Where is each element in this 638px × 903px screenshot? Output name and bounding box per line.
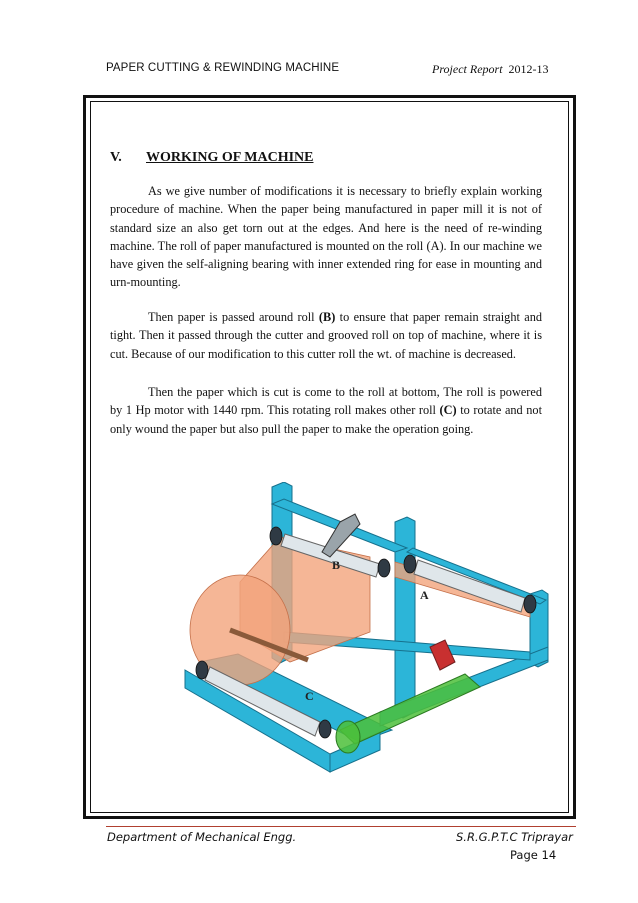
paragraph-3 xyxy=(110,383,542,438)
paragraph-2-text-b: to ensure that paper remain straight and tight. Then it passed through the cutter and grooved roll on top of machine, where it is cut. Because of our modification to this cutter roll the wt. of machine is decreased. xyxy=(110,310,542,361)
roll-c-ref: (C) xyxy=(439,403,457,418)
label-roll-a: A xyxy=(420,588,429,602)
section-title: WORKING OF MACHINE xyxy=(146,150,314,165)
paragraph-3-text-b: to rotate and not only wound the paper but also pull the paper to make the operation going. xyxy=(110,403,542,436)
roll-b-ref: (B) xyxy=(318,310,336,324)
header-report xyxy=(432,62,549,77)
footer-institute: S.R.G.P.T.C Triprayar xyxy=(456,830,573,844)
footer-rule xyxy=(106,826,576,827)
label-roll-b: B xyxy=(332,558,341,572)
paragraph-3-text-a: Then the paper which is cut is come to the roll at bottom, The roll is powered by 1 Hp motor with 1440 rpm. This rotating roll makes other roll xyxy=(110,385,542,418)
machine-illustration xyxy=(180,482,552,774)
section-number: V. xyxy=(110,150,122,165)
header-title: PAPER CUTTING & REWINDING MACHINE xyxy=(106,62,340,74)
label-roll-c: C xyxy=(305,689,314,703)
header-report-label: Project Report xyxy=(432,62,503,76)
header-year: 2012-13 xyxy=(508,62,549,76)
paragraph-2 xyxy=(110,308,542,363)
section-heading xyxy=(110,150,313,166)
paragraph-2-text-a: Then paper is passed around roll xyxy=(148,310,319,324)
page-number: Page 14 xyxy=(510,848,557,862)
paragraph-1: As we give number of modifications it is necessary to briefly explain working procedure of machine. When the paper being manufactured in paper mill it is not of standard size an also get torn out at the edges. And here is the need of re-winding machine. The roll of paper manufactured is mounted on the roll (A). In our machine we have given the self-aligning bearing with inner extended ring for ease in mounting and urn-mounting. xyxy=(110,184,542,290)
footer-department: Department of Mechanical Engg. xyxy=(107,830,297,844)
